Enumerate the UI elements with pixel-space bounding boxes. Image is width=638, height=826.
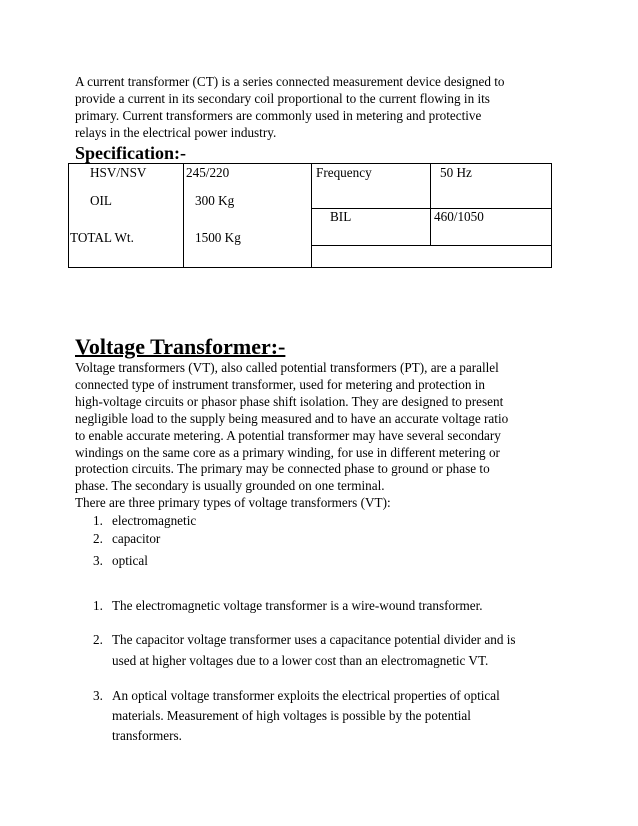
vt-line: high-voltage circuits or phasor phase shift isolation. They are designed to present xyxy=(75,393,504,409)
list-number: 3. xyxy=(93,688,103,703)
vt-paragraph xyxy=(75,360,575,512)
oil-value: 300 Kg xyxy=(195,193,235,208)
vt-line: There are three primary types of voltage transformers (VT): xyxy=(75,495,391,511)
intro-line: primary. Current transformers are commonly used in metering and protective xyxy=(75,108,482,123)
list-text: used at higher voltages due to a lower cost than an electromagnetic VT. xyxy=(112,653,489,668)
intro-line: relays in the electrical power industry. xyxy=(75,125,277,140)
intro-paragraph xyxy=(75,73,575,141)
list-text: capacitor xyxy=(112,531,161,546)
table-border xyxy=(551,163,552,268)
specification-table xyxy=(68,163,552,268)
table-border xyxy=(68,163,552,164)
bil-label: BIL xyxy=(330,209,352,224)
total-weight-label: TOTAL Wt. xyxy=(70,230,134,245)
vt-line: Voltage transformers (VT), also called potential transformers (PT), are a parallel xyxy=(75,360,499,375)
table-divider xyxy=(430,163,431,245)
specification-heading: Specification:- xyxy=(75,143,186,163)
vt-line: phase. The secondary is usually grounded on one terminal. xyxy=(75,478,385,494)
vt-line: negligible load to the supply being measured and to have an accurate voltage ratio xyxy=(75,410,509,426)
list-number: 2. xyxy=(93,531,103,546)
list-number: 2. xyxy=(93,632,103,647)
list-number: 3. xyxy=(93,553,103,568)
vt-line: connected type of instrument transformer, used for metering and protection in xyxy=(75,376,485,392)
frequency-value: 50 Hz xyxy=(440,165,472,180)
table-divider xyxy=(311,245,552,246)
list-number: 1. xyxy=(93,598,103,613)
total-weight-value: 1500 Kg xyxy=(195,230,241,245)
vt-line: protection circuits. The primary may be connected phase to ground or phase to xyxy=(75,461,490,477)
hsv-value: 245/220 xyxy=(186,165,230,180)
table-divider xyxy=(183,163,184,268)
list-text: electromagnetic xyxy=(112,513,197,528)
oil-label: OIL xyxy=(90,193,112,208)
voltage-transformer-heading: Voltage Transformer:- xyxy=(75,334,286,359)
hsv-label: HSV/NSV xyxy=(90,165,147,180)
intro-line: provide a current in its secondary coil proportional to the current flowing in its xyxy=(75,91,490,106)
list-text: An optical voltage transformer exploits the electrical properties of optical xyxy=(112,688,500,703)
list-text: transformers. xyxy=(112,728,182,743)
list-text: optical xyxy=(112,553,148,568)
list-text: The electromagnetic voltage transformer is a wire-wound transformer. xyxy=(112,598,483,613)
table-border xyxy=(68,163,69,268)
list-text: The capacitor voltage transformer uses a capacitance potential divider and is xyxy=(112,632,516,647)
frequency-label: Frequency xyxy=(316,165,372,180)
list-number: 1. xyxy=(93,513,103,528)
bil-value: 460/1050 xyxy=(434,209,484,224)
vt-line: to enable accurate metering. A potential transformer may have several secondary xyxy=(75,427,501,443)
list-text: materials. Measurement of high voltages is possible by the potential xyxy=(112,708,471,723)
intro-line: A current transformer (CT) is a series connected measurement device designed to xyxy=(75,74,505,89)
table-divider xyxy=(311,163,312,268)
vt-line: windings on the same core as a primary winding, for use in different metering or xyxy=(75,444,500,460)
table-border xyxy=(68,267,552,268)
